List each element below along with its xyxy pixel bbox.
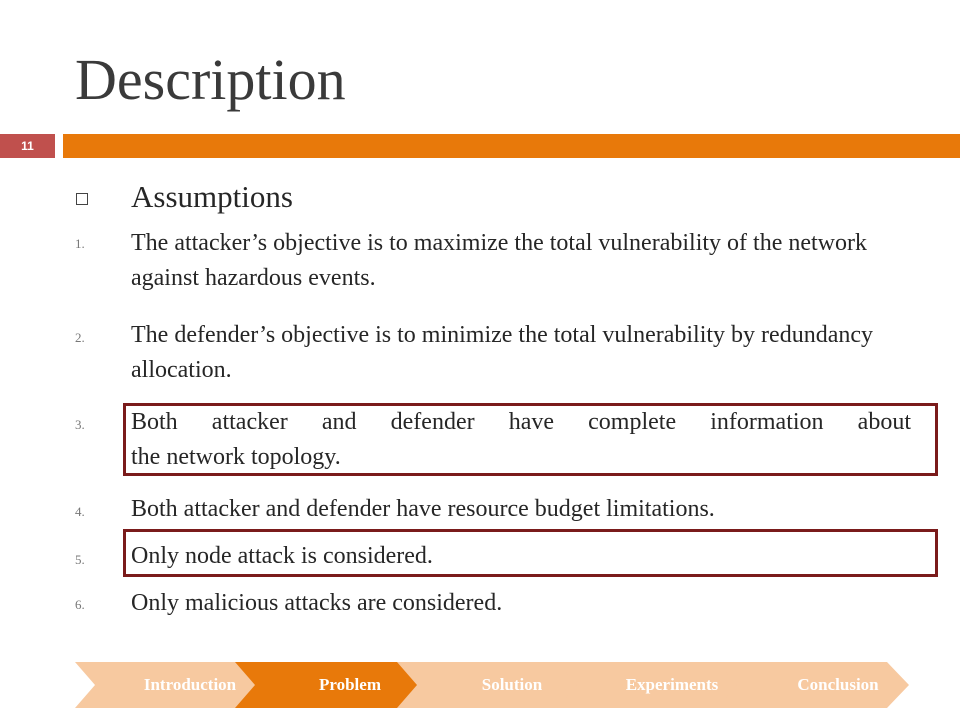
progress-nav: [75, 662, 909, 708]
nav-step-experiments[interactable]: Experiments: [625, 675, 719, 694]
nav-step-conclusion[interactable]: Conclusion: [797, 675, 879, 694]
item-number: 3.: [75, 417, 85, 432]
section-heading: Assumptions: [131, 179, 293, 214]
highlight-box: [123, 403, 938, 476]
title-divider-bar: [63, 134, 960, 158]
nav-step-solution[interactable]: Solution: [481, 675, 543, 694]
item-number: 6.: [75, 597, 85, 612]
list-item-line: Both attacker and defender have complete information about: [131, 409, 911, 435]
list-item-line: the network topology.: [131, 444, 341, 470]
item-number: 4.: [75, 504, 85, 519]
slide-title: Description: [75, 47, 346, 112]
item-number: 5.: [75, 552, 85, 567]
list-item: The defender’s objective is to minimize the total vulnerability by redundancy allocation.: [131, 322, 873, 383]
list-item: Only node attack is considered.: [131, 543, 433, 569]
slide-number: 11: [0, 134, 55, 158]
nav-step-problem[interactable]: Problem: [318, 675, 381, 694]
square-bullet-icon: [76, 193, 88, 205]
item-number: 1.: [75, 236, 85, 251]
list-item: Both attacker and defender have resource budget limitations.: [131, 496, 715, 522]
list-item: The attacker’s objective is to maximize the total vulnerability of the network against hazardous events.: [131, 230, 867, 291]
item-number: 2.: [75, 330, 85, 345]
nav-step-introduction[interactable]: Introduction: [143, 675, 237, 694]
list-item: Only malicious attacks are considered.: [131, 590, 503, 616]
highlight-box: [123, 529, 938, 577]
